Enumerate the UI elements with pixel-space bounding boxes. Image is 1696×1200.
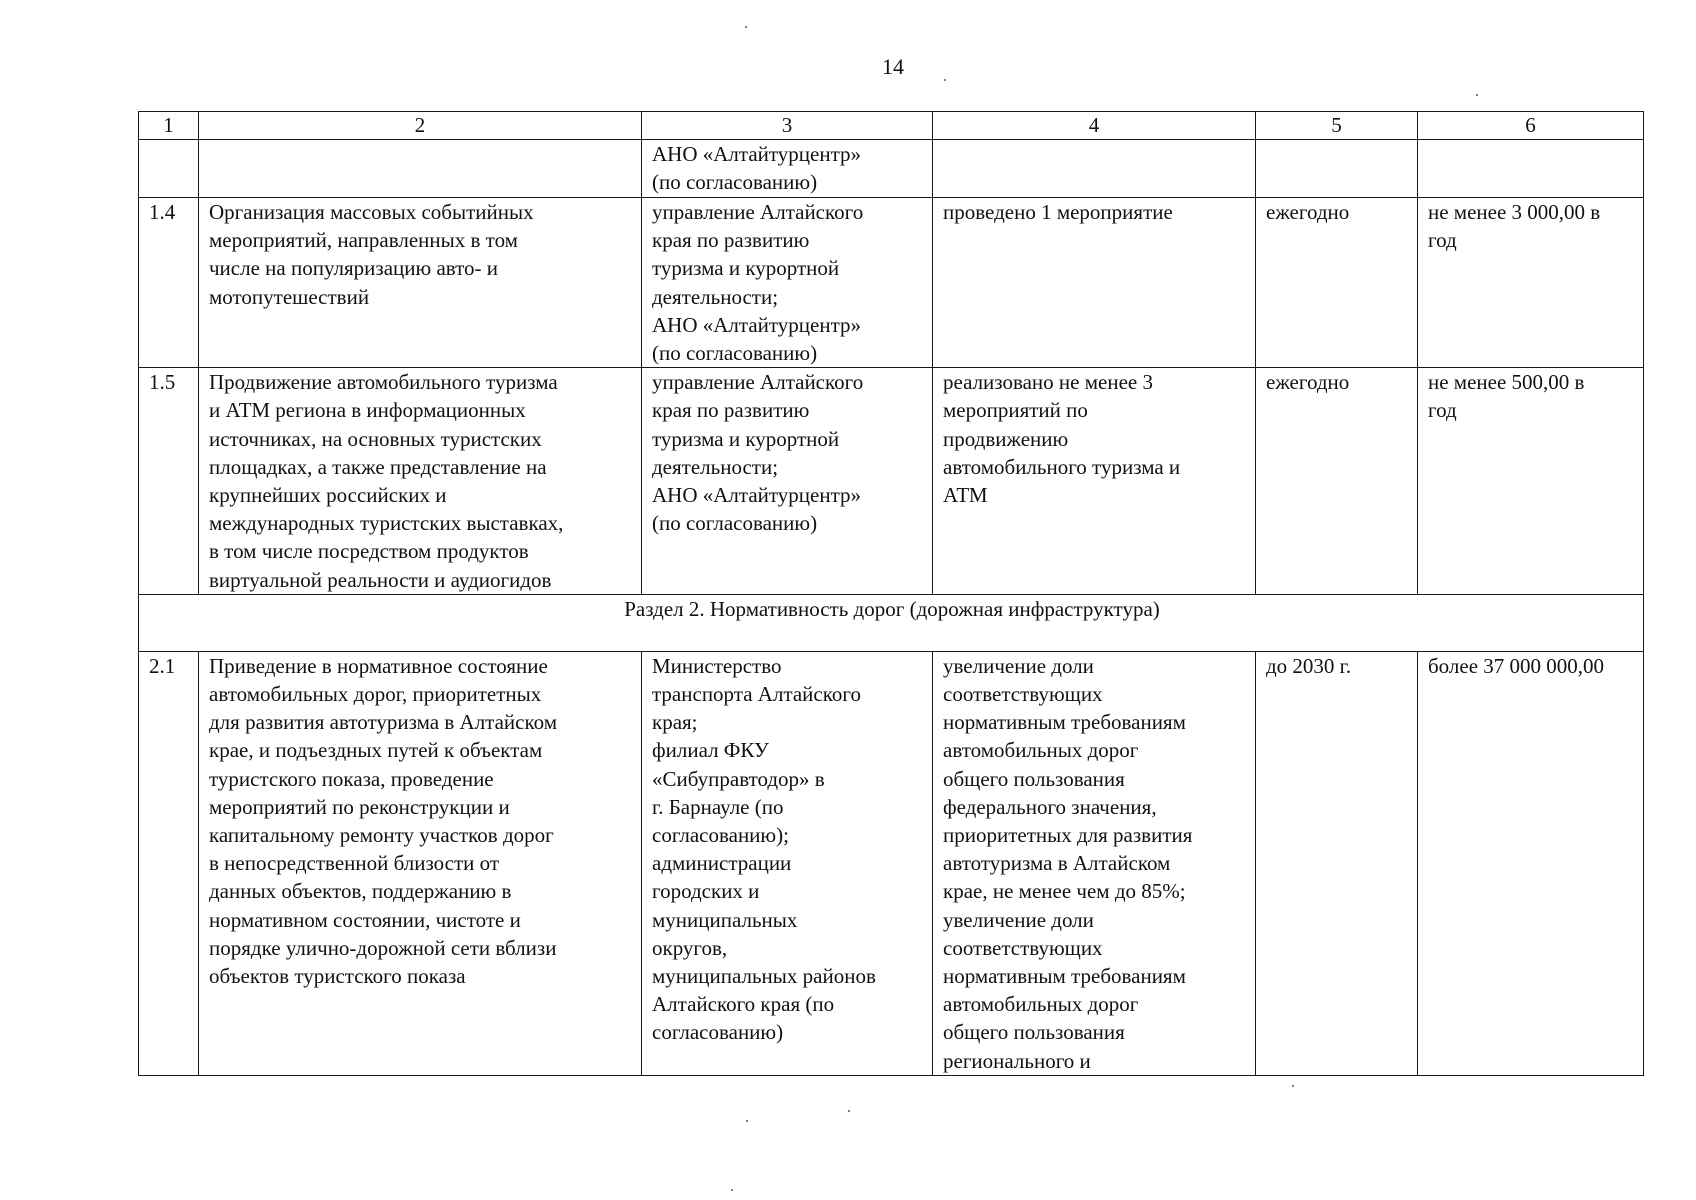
page-number: 14: [882, 54, 904, 79]
section-title: Раздел 2. Нормативность дорог (дорожная инфраструктура): [139, 594, 1644, 651]
column-number-header: 1: [139, 112, 199, 140]
action-cell: Организация массовых событийных мероприятий, направленных в том числе на популяризацию авто- и мотопутешествий: [199, 198, 642, 368]
responsible-cell: управление Алтайского края по развитию туризма и курортной деятельности; АНО «Алтайтурцентр» (по согласованию): [642, 368, 933, 595]
responsible-cell: Министерство транспорта Алтайского края; филиал ФКУ «Сибуправтодор» в г. Барнауле (по согласованию); администрации городских и муниципальных округов, муниципальных районов Алтайского края (по согласованию): [642, 651, 933, 1075]
funding-cell: более 37 000 000,00: [1418, 651, 1644, 1075]
result-cell: проведено 1 мероприятие: [933, 198, 1256, 368]
column-number-header: 2: [199, 112, 642, 140]
responsible-cell: АНО «Алтайтурцентр» (по согласованию): [642, 140, 933, 198]
action-cell: [199, 140, 642, 198]
row-number: 1.4: [139, 198, 199, 368]
scan-speck: [1476, 94, 1478, 96]
table-row: [139, 140, 1644, 198]
scan-speck: [731, 1189, 733, 1191]
result-cell: [933, 140, 1256, 198]
row-number: [139, 140, 199, 198]
action-cell: Продвижение автомобильного туризма и АТМ региона в информационных источниках, на основных туристских площадках, а также представление на крупнейших российских и международных туристских выставках, в том числе посредством продуктов виртуальной реальности и аудиогидов: [199, 368, 642, 595]
column-number-row: [139, 112, 1644, 140]
action-cell: Приведение в нормативное состояние автомобильных дорог, приоритетных для развития автотуризма в Алтайском крае, и подъездных путей к объектам туристского показа, проведение мероприятий по реконструкции и капитальному ремонту участков дорог в непосредственной близости от данных объектов, поддержанию в нормативном состоянии, чистоте и порядке улично-дорожной сети вблизи объектов туристского показа: [199, 651, 642, 1075]
table-row: [139, 651, 1644, 1075]
term-cell: до 2030 г.: [1256, 651, 1418, 1075]
term-cell: [1256, 140, 1418, 198]
term-cell: ежегодно: [1256, 368, 1418, 595]
responsible-cell: управление Алтайского края по развитию туризма и курортной деятельности; АНО «Алтайтурцентр» (по согласованию): [642, 198, 933, 368]
section-row: [139, 594, 1644, 651]
scan-speck: [746, 1120, 748, 1122]
funding-cell: не менее 500,00 в год: [1418, 368, 1644, 595]
measures-table: [138, 111, 1644, 1076]
scan-speck: [1292, 1085, 1294, 1087]
table-row: [139, 368, 1644, 595]
row-number: 2.1: [139, 651, 199, 1075]
result-cell: увеличение доли соответствующих нормативным требованиям автомобильных дорог общего пользования федерального значения, приоритетных для развития автотуризма в Алтайском крае, не менее чем до 85%; увеличение доли соответствующих нормативным требованиям автомобильных дорог общего пользования регионального и: [933, 651, 1256, 1075]
scan-speck: [745, 26, 747, 28]
term-cell: ежегодно: [1256, 198, 1418, 368]
table-row: [139, 198, 1644, 368]
scan-speck: [944, 79, 946, 81]
column-number-header: 5: [1256, 112, 1418, 140]
column-number-header: 4: [933, 112, 1256, 140]
funding-cell: не менее 3 000,00 в год: [1418, 198, 1644, 368]
column-number-header: 6: [1418, 112, 1644, 140]
funding-cell: [1418, 140, 1644, 198]
scan-speck: [848, 1110, 850, 1112]
result-cell: реализовано не менее 3 мероприятий по продвижению автомобильного туризма и АТМ: [933, 368, 1256, 595]
column-number-header: 3: [642, 112, 933, 140]
row-number: 1.5: [139, 368, 199, 595]
